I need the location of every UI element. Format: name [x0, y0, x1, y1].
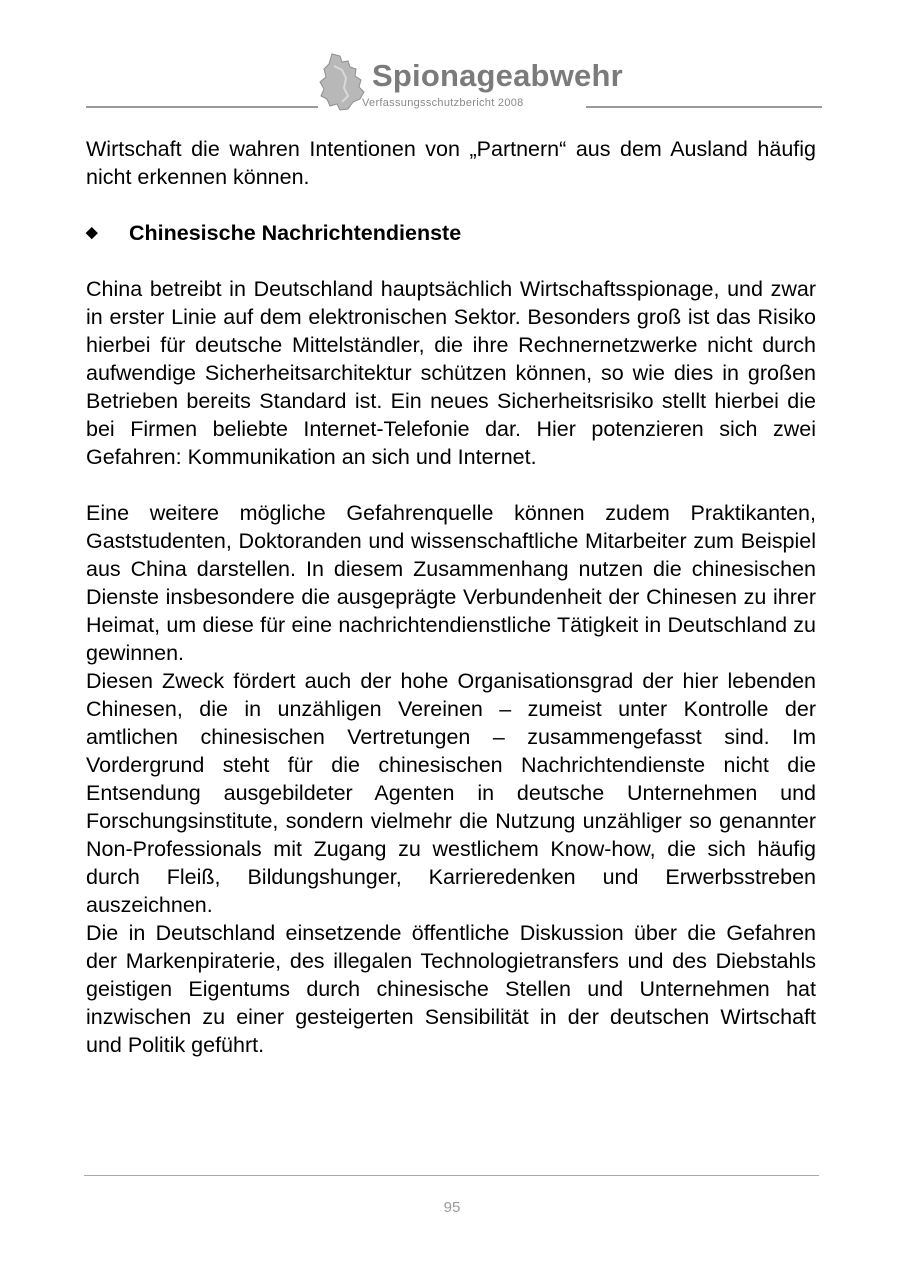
paragraph-3: Diesen Zweck fördert auch der hohe Organisationsgrad der hier lebenden Chinesen, die in unzähligen Vereinen – zumeist unter Kontrolle der amtlichen chinesischen Vertretungen – zusammengefasst sind. Im Vordergrund steht für die chinesischen Nachrichtendienste nicht die Entsendung ausgebildeter Agenten in deutsche Unternehmen und Forschungsinstitute, sondern vielmehr die Nutzung unzähliger so genannter Non-Professionals mit Zugang zu westlichem Know-how, die sich häufig durch Fleiß, Bildungshunger, Karrieredenken und Erwerbsstreben auszeichnen. [86, 669, 816, 917]
header-subtitle: Verfassungsschutzbericht 2008 [362, 97, 524, 109]
header-title: Spionageabwehr [372, 58, 623, 93]
header-rule-left [86, 106, 318, 108]
header-rule-right [586, 106, 822, 108]
paragraph-1: China betreibt in Deutschland hauptsächlich Wirtschaftsspionage, und zwar in erster Linie auf dem elektronischen Sektor. Besonders groß ist das Risiko hierbei für deutsche Mittelständler, die ihre Rechnernetzwerke nicht durch aufwendige Sicherheitsarchitektur schützen können, so wie dies in großen Betrieben bereits Standard ist. Ein neues Sicherheitsrisiko stellt hierbei die bei Firmen beliebte Internet-Telefonie dar. Hier potenzieren sich zwei Gefahren: Kommunikation an sich und Internet. [86, 277, 816, 469]
footer-rule [84, 1175, 819, 1176]
section-heading [86, 219, 816, 247]
paragraph-continuation: Wirtschaft die wahren Intentionen von „Partnern“ aus dem Ausland häufig nicht erkennen können. [86, 137, 816, 189]
paragraph-2: Eine weitere mögliche Gefahrenquelle können zudem Praktikanten, Gaststudenten, Doktoranden und wissenschaftliche Mitarbeiter zum Beispiel aus China darstellen. In diesem Zusammenhang nutzen die chinesischen Dienste insbesondere die ausgeprägte Verbundenheit der Chinesen zu ihrer Heimat, um diese für eine nachrichtendienstliche Tätigkeit in Deutschland zu gewinnen. [86, 501, 816, 665]
saxony-anhalt-map-icon [318, 52, 366, 112]
page-number: 95 [443, 1199, 461, 1216]
paragraph-4: Die in Deutschland einsetzende öffentliche Diskussion über die Gefahren der Markenpiraterie, des illegalen Technologietransfers und des Diebstahls geistigen Eigentums durch chinesische Stellen und Unternehmen hat inzwischen zu einer gesteigerten Sensibilität in der deutschen Wirtschaft und Politik geführt. [86, 921, 816, 1057]
diamond-bullet-icon: ◆ [86, 224, 98, 241]
page-header [86, 50, 822, 114]
section-heading-text: Chinesische Nachrichtendienste [129, 221, 462, 245]
page-body [86, 135, 816, 1059]
